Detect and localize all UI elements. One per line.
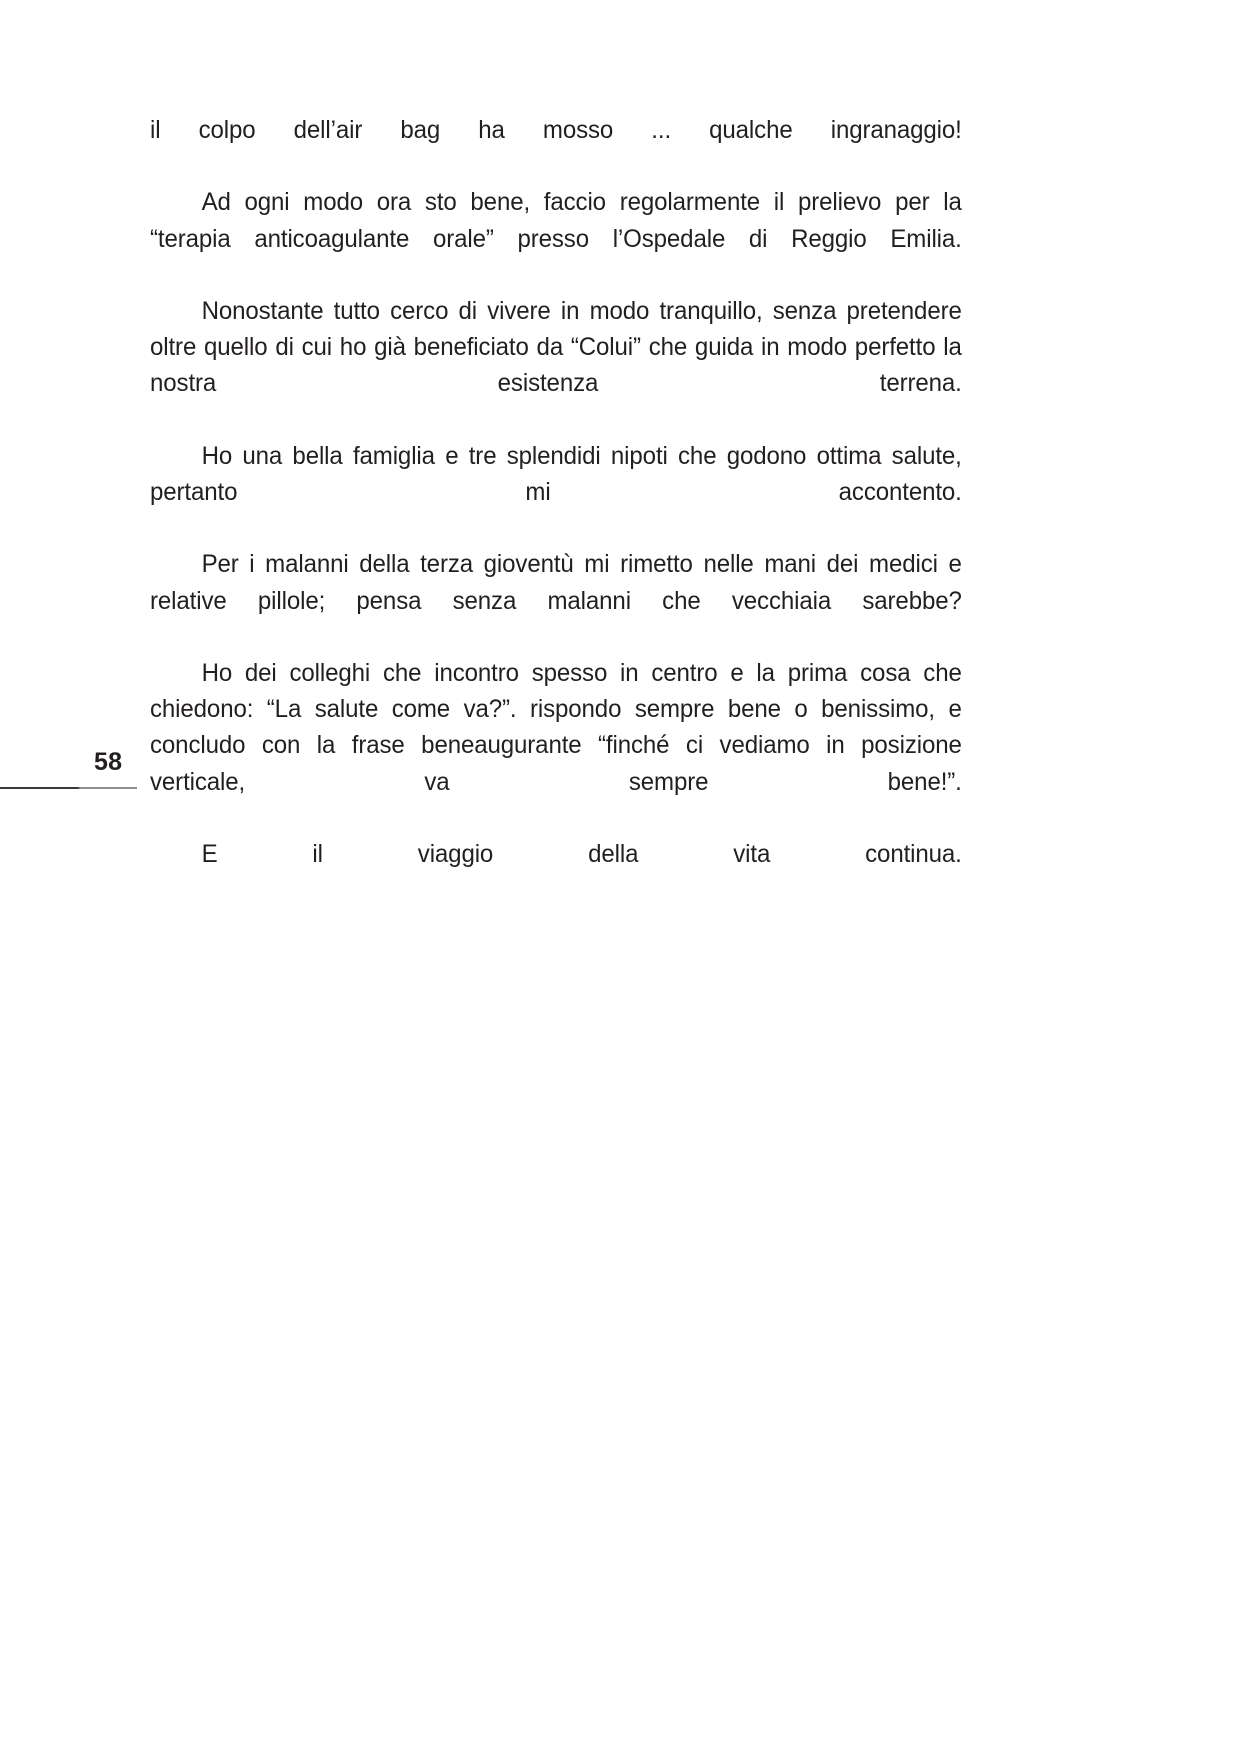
paragraph-viaggio: E il viaggio della vita continua. — [201, 840, 962, 869]
body-text-block — [150, 112, 962, 908]
paragraph-ad-ogni-modo: Ad ogni modo ora sto bene, faccio regolarmente il prelievo per la “terapia anticoagulante orale” presso l’Ospedale di Reggio Emilia. — [150, 188, 962, 253]
footer-rule — [0, 787, 137, 789]
paragraph-malanni: Per i malanni della terza gioventù mi rimetto nelle mani dei medici e relative pillole; pensa senza malanni che vecchiaia sarebbe? — [150, 550, 962, 615]
paragraph-continuation: il colpo dell’air bag ha mosso ... qualche ingranaggio! — [150, 116, 962, 144]
page-number: 58 — [94, 748, 123, 776]
paragraph-colleghi: Ho dei colleghi che incontro spesso in centro e la prima cosa che chiedono: “La salute come va?”. rispondo sempre bene o benissimo, e concludo con la frase beneaugurante “finché ci vediamo in posizione verticale, va sempre bene!”. — [150, 659, 962, 796]
paragraph-nonostante: Nonostante tutto cerco di vivere in modo tranquillo, senza pretendere oltre quello di cui ho già beneficiato da “Colui” che guida in modo perfetto la nostra esistenza terrena. — [150, 297, 962, 398]
paragraph-famiglia: Ho una bella famiglia e tre splendidi nipoti che godono ottima salute, pertanto mi accontento. — [150, 441, 962, 507]
